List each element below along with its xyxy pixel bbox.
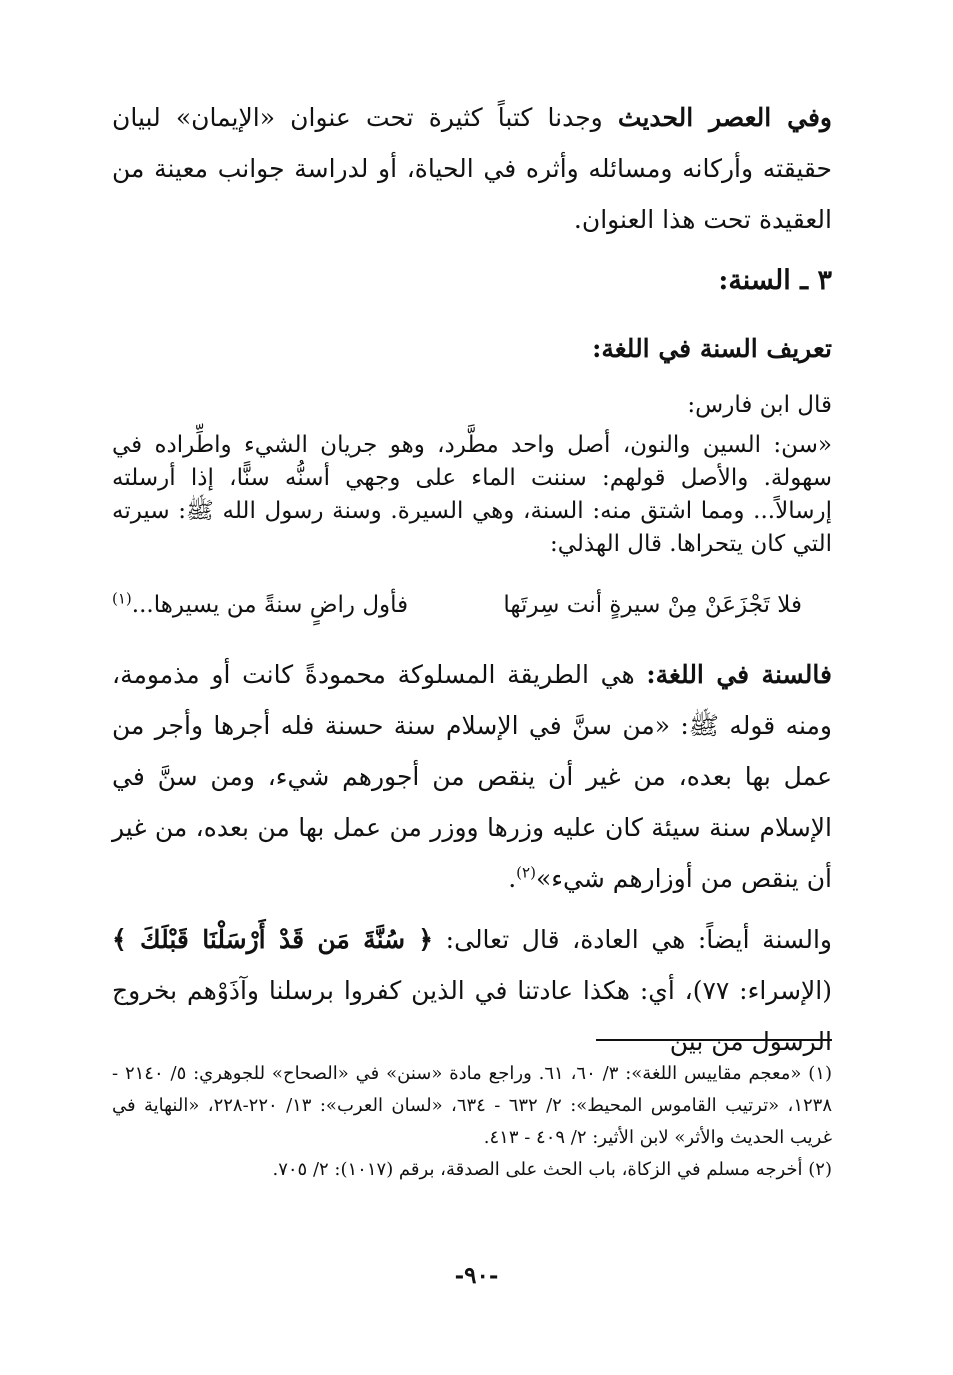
subheading: تعريف السنة في اللغة:: [592, 334, 832, 363]
paragraph-text: وجدنا كتباً كثيرة تحت عنوان «الإيمان» لبيان حقيقته وأركانه ومسائله وأثره في الحياة، أو لدراسة جوانب معينة من العقيدة تحت هذا العنوان.: [112, 103, 832, 234]
paragraph-modern-era: [112, 92, 832, 245]
footnote-1: (١) «معجم مقاييس اللغة»: ٣/ ٦٠، ٦١. وراجع مادة «سنن» في «الصحاح» للجوهري: ٥/ ٢١٤٠ - ١٢٣٨، «ترتيب القاموس المحيط»: ٢/ ٦٣٢ - ٦٣٤، «لسان العرب»: ١٣/ ٢٢٠-٢٢٨، «النهاية في غريب الحديث والأثر» لابن الأثير: ٢/ ٤٠٩ - ٤١٣.: [112, 1063, 832, 1148]
page-number: -٩٠-: [454, 1262, 499, 1289]
section-heading: ٣ ـ السنة:: [718, 265, 832, 296]
paragraph-end: .: [508, 864, 517, 893]
paragraph-text-after: (الإسراء: ٧٧)، أي: هكذا عادتنا في الذين كفروا برسلنا وآذَوْهم بخروج الرسول من بين: [112, 976, 832, 1056]
paragraph-sunna-custom: [112, 914, 832, 1067]
paragraph-lead-bold: وفي العصر الحديث: [617, 103, 832, 132]
quran-verse: ﴿ سُنَّةَ مَن قَدْ أَرْسَلْنَا قَبْلَكَ ﴾: [112, 925, 434, 954]
paragraph-lead-bold: فالسنة في اللغة:: [646, 660, 832, 689]
poetry-verse: [112, 587, 802, 623]
paragraph-text: هي الطريقة المسلوكة محمودةً كانت أو مذمومة، ومنه قوله ﷺ: «من سنَّ في الإسلام سنة حسنة فله أجرها وأجر من عمل بها بعده، من غير أن ينقص من أجورهم شيء، ومن سنَّ في الإسلام سنة سيئة كان عليه وزرها ووزر من عمل بها من بعده، من غير أن ينقص من أوزارهم شيء»: [112, 660, 832, 893]
intro-line: قال ابن فارس:: [687, 392, 832, 418]
footnote-marker: (٢): [516, 863, 536, 882]
footnotes: [112, 1058, 832, 1186]
paragraph-sunna-definition: [112, 649, 832, 904]
paragraph-text-before: والسنة أيضاً: هي العادة، قال تعالى:: [433, 925, 832, 954]
quote-paragraph: «سن: السين والنون، أصل واحد مطَّرد، وهو جريان الشيء واطِّراده في سهولة. والأصل قولهم: سننت الماء على وجهي أسنُّه سنًّا، إذا أرسلته إرسالاً... ومما اشتق منه: السنة، وهي السيرة. وسنة رسول الله ﷺ: سيرته التي كان يتحراها. قال الهذلي:: [112, 432, 832, 557]
main-text: [112, 92, 832, 1067]
footnote-separator: [596, 1039, 832, 1041]
footnote-marker: (١): [112, 589, 132, 608]
footnote-2: (٢) أخرجه مسلم في الزكاة، باب الحث على الصدقة، برقم (١٠١٧): ٢/ ٧٠٥.: [272, 1159, 832, 1180]
verse-second-hemistich: فأول راضٍ سنةً من يسيرها...: [131, 592, 409, 618]
verse-first-hemistich: فلا تَجْزَعَنْ مِنْ سيرةٍ أنت سِرتَها: [503, 592, 802, 618]
